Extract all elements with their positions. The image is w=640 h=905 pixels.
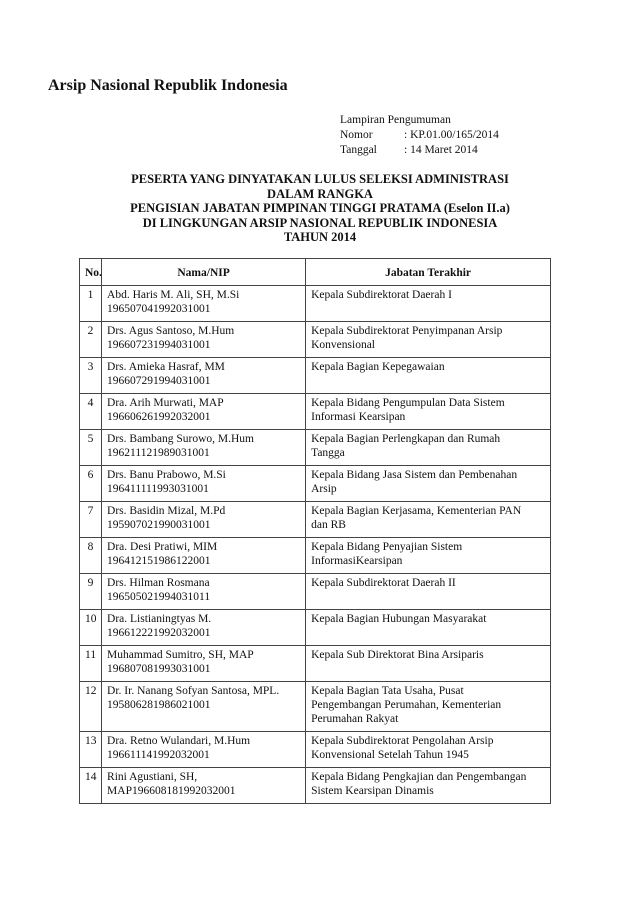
- position-line: Kepala Bidang Pengkajian dan Pengembangan: [311, 771, 527, 783]
- row-number: 9: [80, 574, 102, 610]
- table-row: [80, 610, 551, 646]
- table-row: [80, 538, 551, 574]
- position-line: dan RB: [311, 519, 346, 531]
- position-cell: [306, 768, 551, 804]
- name-nip-cell: [102, 358, 306, 394]
- position-cell: [306, 646, 551, 682]
- name-nip-cell: [102, 466, 306, 502]
- person-name: Dr. Ir. Nanang Sofyan Santosa, MPL.: [107, 685, 280, 697]
- table-row: [80, 286, 551, 322]
- table-row: [80, 430, 551, 466]
- header-position: Jabatan Terakhir: [306, 259, 551, 286]
- position-line: Kepala Bagian Tata Usaha, Pusat: [311, 685, 464, 697]
- position-line: Kepala Bagian Hubungan Masyarakat: [311, 613, 487, 625]
- position-line: Kepala Subdirektorat Daerah I: [311, 289, 452, 301]
- table-row: [80, 358, 551, 394]
- number-label: Nomor: [340, 129, 373, 141]
- attachment-title-row: [340, 113, 499, 128]
- position-line: Tangga: [311, 447, 345, 459]
- person-nip: MAP196608181992032001: [107, 785, 236, 797]
- person-nip: 195907021990031001: [107, 519, 211, 531]
- person-nip: 196211121989031001: [107, 447, 210, 459]
- heading-line: DALAM RANGKA: [267, 186, 373, 201]
- row-number: 8: [80, 538, 102, 574]
- row-number: 13: [80, 732, 102, 768]
- person-name: Drs. Basidin Mizal, M.Pd: [107, 505, 226, 517]
- position-line: Sistem Kearsipan Dinamis: [311, 785, 434, 797]
- position-line: Kepala Bidang Pengumpulan Data Sistem: [311, 397, 505, 409]
- position-line: Arsip: [311, 483, 337, 495]
- row-number: 4: [80, 394, 102, 430]
- position-cell: [306, 430, 551, 466]
- position-line: InformasiKearsipan: [311, 555, 403, 567]
- name-nip-cell: [102, 646, 306, 682]
- table-row: [80, 732, 551, 768]
- row-number: 12: [80, 682, 102, 732]
- person-nip: 196606261992032001: [107, 411, 211, 423]
- person-nip: 196411111993031001: [107, 483, 209, 495]
- person-name: Drs. Hilman Rosmana: [107, 577, 210, 589]
- row-number: 10: [80, 610, 102, 646]
- name-nip-cell: [102, 732, 306, 768]
- header-no: No.: [80, 259, 102, 286]
- position-cell: [306, 394, 551, 430]
- position-cell: [306, 322, 551, 358]
- person-nip: 196607231994031001: [107, 339, 211, 351]
- person-name: Drs. Banu Prabowo, M.Si: [107, 469, 226, 481]
- position-cell: [306, 610, 551, 646]
- row-number: 6: [80, 466, 102, 502]
- name-nip-cell: [102, 322, 306, 358]
- person-nip: 196612221992032001: [107, 627, 211, 639]
- table-row: [80, 682, 551, 732]
- table-row: [80, 646, 551, 682]
- person-name: Dra. Desi Pratiwi, MIM: [107, 541, 218, 553]
- row-number: 7: [80, 502, 102, 538]
- organization-title: Arsip Nasional Republik Indonesia: [48, 77, 288, 94]
- person-nip: 196505021994031011: [107, 591, 211, 603]
- position-line: Kepala Bagian Kerjasama, Kementerian PAN: [311, 505, 522, 517]
- table-row: [80, 574, 551, 610]
- name-nip-cell: [102, 538, 306, 574]
- position-cell: [306, 682, 551, 732]
- position-cell: [306, 502, 551, 538]
- name-nip-cell: [102, 394, 306, 430]
- person-name: Drs. Bambang Surowo, M.Hum: [107, 433, 254, 445]
- position-cell: [306, 732, 551, 768]
- row-number: 1: [80, 286, 102, 322]
- heading-line: DI LINGKUNGAN ARSIP NASIONAL REPUBLIK INDONESIA: [142, 215, 498, 230]
- person-name: Abd. Haris M. Ali, SH, M.Si: [107, 289, 240, 301]
- heading-line: TAHUN 2014: [283, 230, 357, 244]
- person-name: Dra. Arih Murwati, MAP: [107, 397, 224, 409]
- position-line: Kepala Bagian Kepegawaian: [311, 361, 445, 373]
- date-value: : 14 Maret 2014: [404, 144, 478, 156]
- position-line: Kepala Sub Direktorat Bina Arsiparis: [311, 649, 484, 661]
- heading-line: PESERTA YANG DINYATAKAN LULUS SELEKSI ADMINISTRASI: [131, 172, 509, 186]
- table-row: [80, 394, 551, 430]
- position-line: Perumahan Rakyat: [311, 713, 399, 725]
- position-line: Kepala Bagian Perlengkapan dan Rumah: [311, 433, 501, 445]
- name-nip-cell: [102, 768, 306, 804]
- person-name: Drs. Agus Santoso, M.Hum: [107, 325, 235, 337]
- attachment-title: Lampiran Pengumuman: [340, 114, 451, 126]
- attachment-number-row: [340, 128, 499, 143]
- person-name: Dra. Retno Wulandari, M.Hum: [107, 735, 251, 747]
- table-row: [80, 322, 551, 358]
- position-line: Konvensional Setelah Tahun 1945: [311, 749, 469, 761]
- row-number: 3: [80, 358, 102, 394]
- row-number: 11: [80, 646, 102, 682]
- person-nip: 196807081993031001: [107, 663, 211, 675]
- number-value: : KP.01.00/165/2014: [404, 129, 499, 141]
- name-nip-cell: [102, 610, 306, 646]
- name-nip-cell: [102, 502, 306, 538]
- position-cell: [306, 286, 551, 322]
- position-cell: [306, 538, 551, 574]
- person-nip: 196412151986122001: [107, 555, 211, 567]
- header-name: Nama/NIP: [102, 259, 306, 286]
- document-heading: [0, 172, 640, 245]
- position-line: Kepala Subdirektorat Pengolahan Arsip: [311, 735, 494, 747]
- row-number: 5: [80, 430, 102, 466]
- row-number: 14: [80, 768, 102, 804]
- position-line: Kepala Subdirektorat Penyimpanan Arsip: [311, 325, 503, 337]
- person-nip: 195806281986021001: [107, 699, 211, 711]
- table-row: [80, 466, 551, 502]
- name-nip-cell: [102, 430, 306, 466]
- person-name: Muhammad Sumitro, SH, MAP: [107, 649, 254, 661]
- person-nip: 196611141992032001: [107, 749, 210, 761]
- position-line: Pengembangan Perumahan, Kementerian: [311, 699, 502, 711]
- position-line: Informasi Kearsipan: [311, 411, 406, 423]
- heading-line: PENGISIAN JABATAN PIMPINAN TINGGI PRATAMA (Eselon II.a): [130, 201, 510, 215]
- name-nip-cell: [102, 286, 306, 322]
- position-line: Konvensional: [311, 339, 375, 351]
- person-name: Rini Agustiani, SH,: [107, 771, 198, 783]
- name-nip-cell: [102, 682, 306, 732]
- row-number: 2: [80, 322, 102, 358]
- position-cell: [306, 358, 551, 394]
- person-name: Drs. Amieka Hasraf, MM: [107, 361, 225, 373]
- position-cell: [306, 466, 551, 502]
- person-name: Dra. Listianingtyas M.: [107, 613, 212, 625]
- date-label: Tanggal: [340, 144, 377, 156]
- table-row: [80, 502, 551, 538]
- name-nip-cell: [102, 574, 306, 610]
- attachment-date-row: [340, 143, 499, 158]
- participants-table: [79, 258, 551, 804]
- table-body: [80, 286, 551, 804]
- table-header-row: [80, 259, 551, 286]
- position-line: Kepala Subdirektorat Daerah II: [311, 577, 456, 589]
- table-row: [80, 768, 551, 804]
- attachment-info: [340, 113, 499, 158]
- position-cell: [306, 574, 551, 610]
- person-nip: 196507041992031001: [107, 303, 211, 315]
- person-nip: 196607291994031001: [107, 375, 211, 387]
- position-line: Kepala Bidang Jasa Sistem dan Pembenahan: [311, 469, 518, 481]
- position-line: Kepala Bidang Penyajian Sistem: [311, 541, 463, 553]
